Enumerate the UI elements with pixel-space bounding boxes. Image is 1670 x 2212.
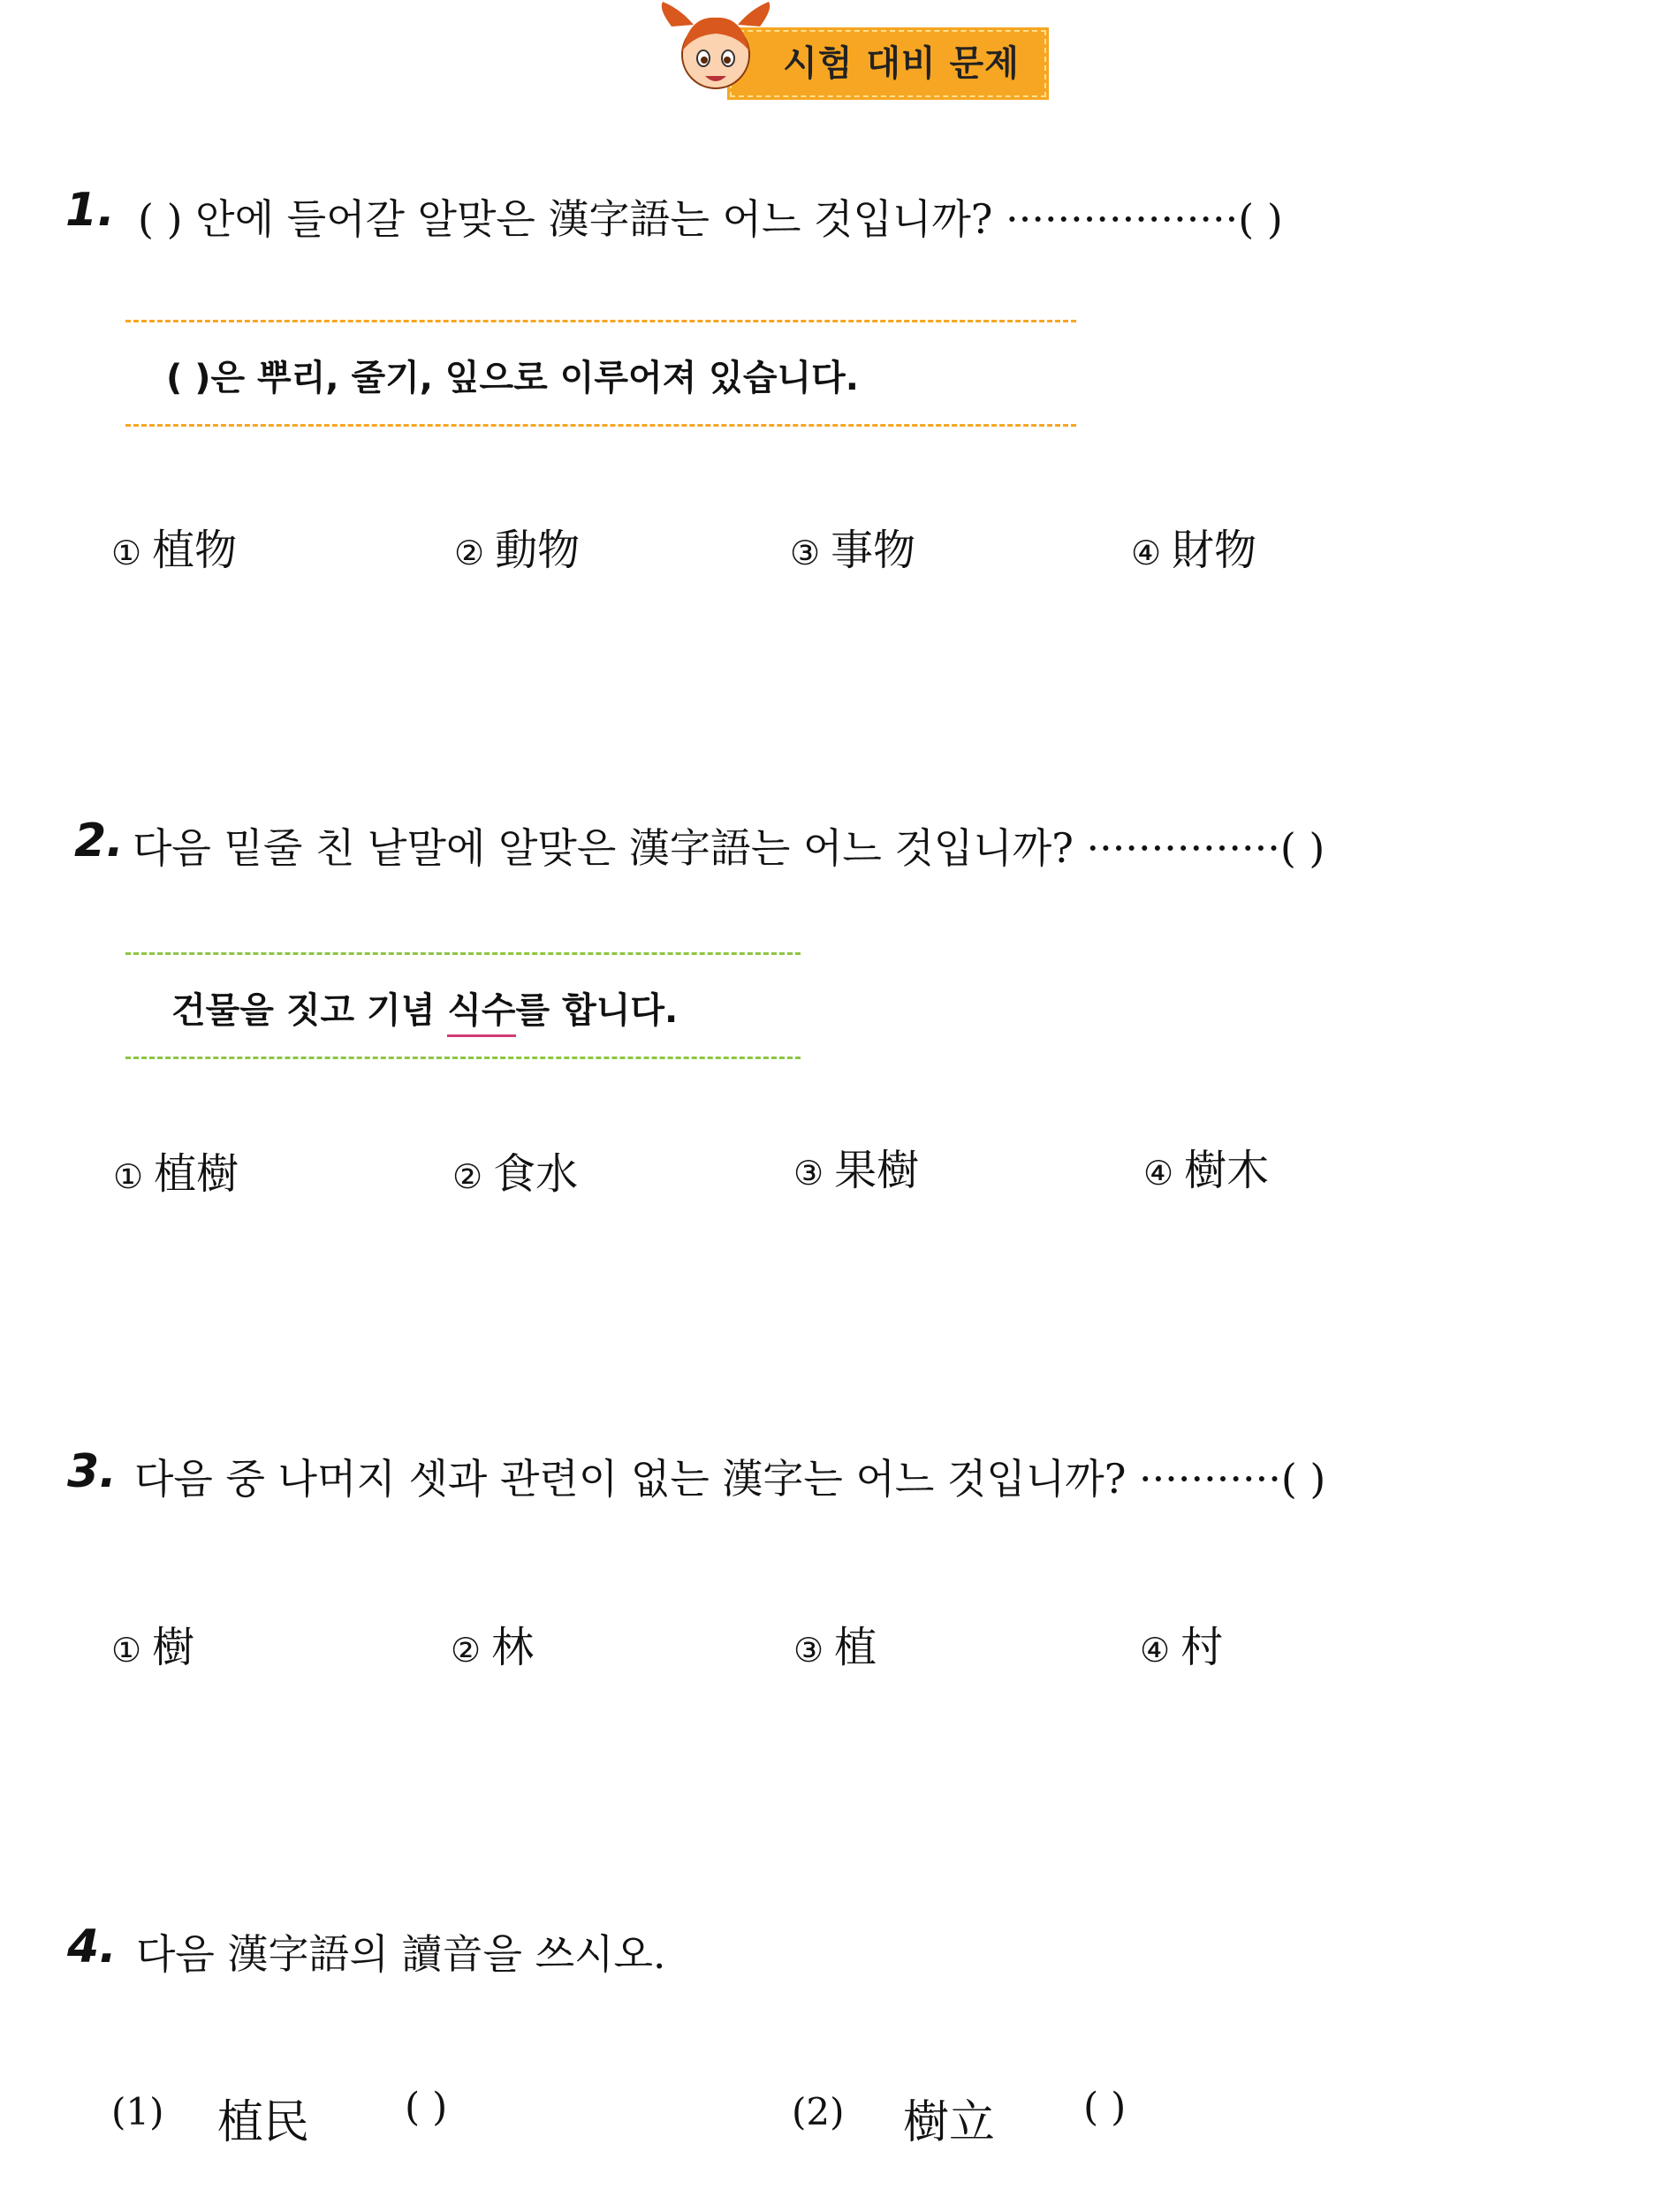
header-title: 시험 대비 문제 xyxy=(783,43,1020,84)
option-1[interactable]: ① 樹 xyxy=(111,1623,195,1672)
option-2[interactable]: ② 動物 xyxy=(454,526,581,575)
option-3[interactable]: ③ 事物 xyxy=(790,526,916,575)
question-prompt: 다음 漢字語의 讀音을 쓰시오. xyxy=(136,1930,666,1978)
option-4[interactable]: ④ 財物 xyxy=(1131,526,1257,575)
question-prompt: 다음 밑줄 친 낱말에 알맞은 漢字語는 어느 것입니까? ···············( ) xyxy=(133,824,1325,872)
answer-blank[interactable]: ( ) xyxy=(405,2085,448,2130)
option-3[interactable]: ③ 果樹 xyxy=(793,1146,920,1195)
box-bottom-divider xyxy=(125,1057,801,1059)
option-1[interactable]: ① 植物 xyxy=(111,526,238,575)
item-number: (2) xyxy=(792,2090,845,2133)
option-4[interactable]: ④ 村 xyxy=(1140,1623,1224,1672)
item-hanja: 樹立 xyxy=(903,2096,996,2149)
question-number: 1. xyxy=(65,184,115,237)
box-bottom-divider xyxy=(125,424,1076,427)
box-top-divider xyxy=(125,320,1076,322)
question-prompt: 다음 중 나머지 셋과 관련이 없는 漢字는 어느 것입니까? ···········( ) xyxy=(134,1455,1326,1503)
option-3[interactable]: ③ 植 xyxy=(793,1623,877,1672)
mascot-girl-icon xyxy=(654,0,778,104)
question-number: 4. xyxy=(67,1920,117,1973)
question-number: 3. xyxy=(67,1445,117,1498)
option-1[interactable]: ① 植樹 xyxy=(113,1149,239,1199)
item-number: (1) xyxy=(111,2090,164,2133)
question-prompt: ( ) 안에 들어갈 알맞은 漢字語는 어느 것입니까? ··················( ) xyxy=(138,195,1283,243)
question-number: 2. xyxy=(74,814,124,867)
option-2[interactable]: ② 食水 xyxy=(452,1149,579,1199)
answer-blank[interactable]: ( ) xyxy=(1083,2085,1127,2130)
underlined-word: 식수 xyxy=(447,990,515,1037)
box-top-divider xyxy=(125,952,801,955)
item-hanja: 植民 xyxy=(217,2096,310,2149)
question-box-text: 건물을 짓고 기념 식수를 합니다. xyxy=(171,982,678,1033)
option-4[interactable]: ④ 樹木 xyxy=(1143,1146,1270,1195)
question-box-text: ( )은 뿌리, 줄기, 잎으로 이루어져 있습니다. xyxy=(166,358,859,398)
option-2[interactable]: ② 林 xyxy=(451,1623,535,1672)
